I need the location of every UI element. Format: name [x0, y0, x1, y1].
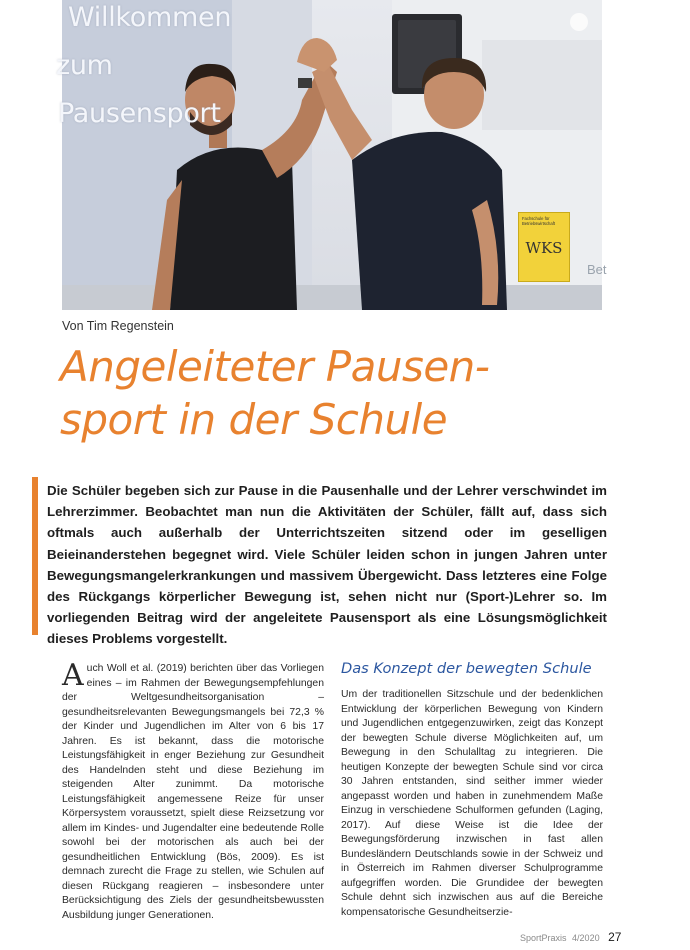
article-title	[60, 340, 489, 446]
footer-issue: 4/2020	[572, 933, 600, 943]
slide-text-line3: Pausensport	[58, 98, 221, 129]
hero-photo	[56, 0, 607, 310]
article-title-line1: Angeleiteter Pausen-	[60, 342, 490, 391]
body-column-left	[62, 658, 324, 923]
dropcap: A	[62, 658, 84, 693]
slide-text-line2: zum	[56, 50, 113, 81]
body-column-right: Um der traditionellen Sitzschule und der bedenklichen Entwicklung der körperlichen Bewegung von Kindern und Jugendlichen entgegenzuwirken, zeigt das Konzept der bewegten Schule diverse Möglichkeiten auf, um Bewegung in den Schulalltag zu integrieren. Die heutigen Konzepte der bewegten Schule sind vor circa 30 Jahren entstanden, sind seither immer wieder angepasst worden und haben in zunehmendem Maße Einzug in verschiedene Schulformen gefunden (Laging, 2017). Auf diese Weise ist die Idee der Bewegungsförderung inzwischen in fast allen Bundesländern Deutschlands sowie in der Schweiz und in Österreich im Rahmen diverser Schulprogramme aufgegriffen worden. Die Grundidee der bewegten Schule dehnt sich inzwischen aus auf die Bereiche kompensatorische Gesundheitserzie-	[341, 689, 603, 918]
section-heading: Das Konzept der bewegten Schule	[341, 660, 592, 677]
wks-sign-line2: Betriebswirtschaft	[522, 221, 556, 226]
lead-accent-bar	[32, 477, 38, 635]
wks-logo: WKS	[525, 239, 563, 257]
body-left-text: uch Woll et al. (2019) berichten über das Vorliegen eines – im Rahmen der Bewegungsempfehlungen der Weltgesundheitsorganisation – gesundheitsrelevanten Bewegungsmangels bei 72,3 % der Kinder und Jugendlichen im Alter von 6 bis 17 Jahren. Es ist bekannt, dass die motorische Leistungsfähigkeit in enger Beziehung zur Gesundheit des Handelnden steht und diese Beziehung im steigenden Alter zunimmt. Da motorische Leistungsfähigkeit angemessene Reize für unser Körpersystem voraussetzt, spielt diese Reizsetzung vor allem im Kindes- und Jugendalter eine bedeutende Rolle sowohl bei der motorischen als auch bei der gesundheitlichen Entwicklung (Bös, 2009). Es ist demnach zurecht die Frage zu stellen, wie Schulen auf diesen Rückgang reagieren – insbesondere unter Berücksichtigung des Ziels der gesundheitsbewussten Ausbildung junger Generationen.	[62, 663, 324, 921]
page-footer	[520, 930, 621, 944]
lead-paragraph: Die Schüler begeben sich zur Pause in die Pausenhalle und der Lehrer verschwindet im Lehrerzimmer. Beobachtet man nun die Aktivitäten der Schüler, fällt auf, dass sich oftmals auch außerhalb der Unterrichtszeiten sitzend oder im geselligen Beieinanderstehen begegnet wird. Viele Schüler leiden schon in jungen Jahren unter Bewegungsmangelerkrankungen und massivem Übergewicht. Dass letzteres eine Folge des Rückgangs körperlicher Bewegung ist, sehen nicht nur (Sport-)Lehrer so. Im vorliegenden Beitrag wird der angeleitete Pausensport als eine Lösungsmöglichkeit dieses Problems vorgestellt.	[47, 483, 607, 647]
author-byline: Von Tim Regenstein	[62, 319, 174, 333]
article-title-line2: sport in der Schule	[60, 395, 448, 444]
wks-sign	[518, 212, 570, 282]
wks-sign-line1: Fachschule für	[522, 216, 550, 221]
page-number: 27	[608, 930, 622, 944]
footer-magazine: SportPraxis	[520, 933, 567, 943]
slide-text-line1: Willkommen	[68, 2, 232, 33]
background-text: Bet	[587, 262, 607, 277]
